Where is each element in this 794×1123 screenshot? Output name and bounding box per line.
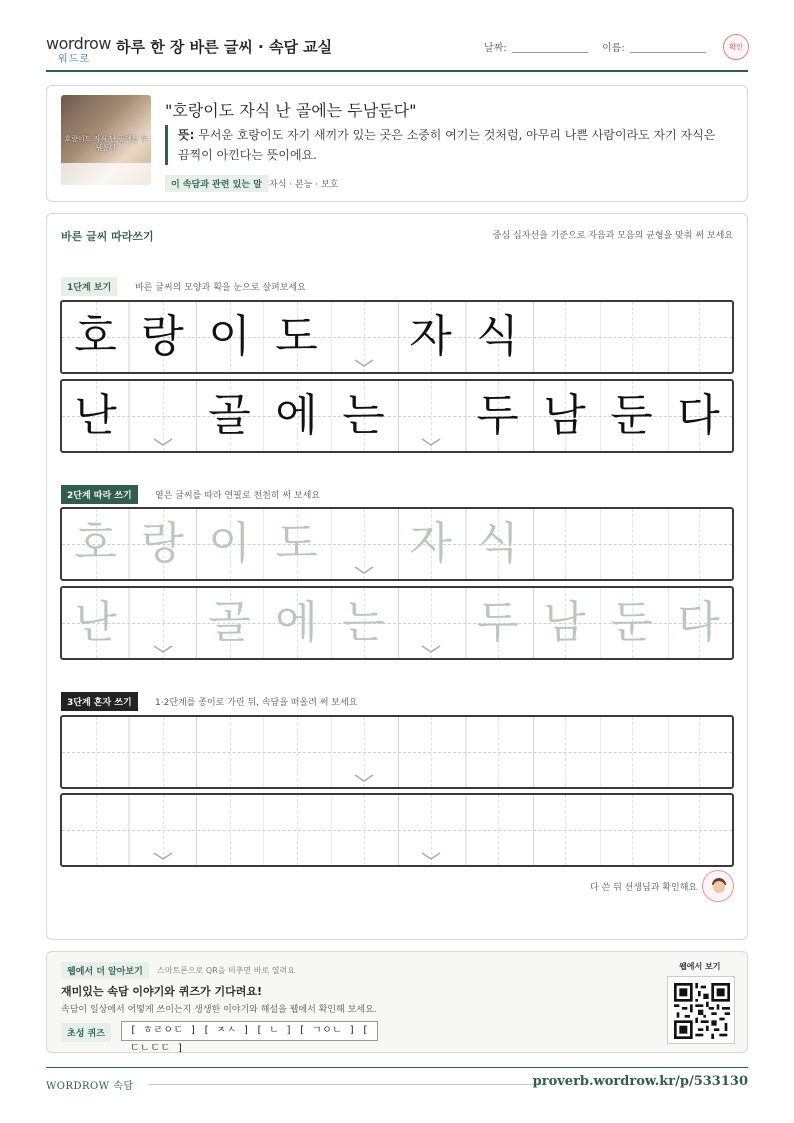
related-words: 자식 · 본능 · 보호 [269,180,339,190]
grid-cell[interactable] [665,717,732,787]
footer-url-link[interactable]: proverb.wordrow.kr/p/533130 [532,1074,748,1089]
logo-sub: 워드로 [58,54,90,65]
grid-cell[interactable] [129,509,196,579]
logo-text: wordrow [46,34,111,53]
page-header [46,30,748,72]
grid-cell[interactable] [196,795,263,865]
grid-cell [665,302,732,372]
stage2-row-2[interactable] [60,586,734,660]
cell-guide-line [565,302,566,372]
meaning-label: 뜻: [178,128,195,142]
book-cover-band [61,163,151,185]
qr-code-icon[interactable] [667,976,735,1044]
grid-cell [598,381,665,451]
grid-cell[interactable] [397,717,464,787]
grid-cell[interactable] [62,588,129,658]
grid-cell [196,302,263,372]
grid-cell[interactable] [598,509,665,579]
web-headline: 재미있는 속담 이야기와 퀴즈가 기다려요! [61,985,262,998]
date-label: 날짜: [484,43,507,54]
stamp-label: 확인 [729,43,743,51]
grid-cell[interactable] [330,509,397,579]
sign-note: 다 쓴 뒤 선생님과 확인해요 [590,883,698,893]
grid-cell [129,302,196,372]
grid-cell [62,381,129,451]
cell-guide-line [632,302,633,372]
web-hint: 스마트폰으로 QR을 비추면 바로 열려요 [157,966,295,975]
date-field[interactable] [512,52,588,53]
grid-cell[interactable] [129,795,196,865]
related-label: 이 속담과 관련 있는 말 [165,175,268,192]
grid-character: 남 [543,597,586,648]
stage2-desc: 옅은 글씨를 따라 연필로 천천히 써 보세요 [155,491,320,501]
grid-cell [330,381,397,451]
grid-cell[interactable] [531,509,598,579]
cell-guide-line [364,795,365,865]
name-field[interactable] [630,52,706,53]
grid-character: 도 [275,518,318,569]
practice-title: 바른 글씨 따라쓰기 [61,230,154,243]
cell-guide-line [632,717,633,787]
space-marker-icon [153,644,173,654]
grid-cell [129,381,196,451]
grid-cell [464,381,531,451]
space-marker-icon [421,851,441,861]
stamp-face [713,881,725,893]
space-marker-icon [153,437,173,447]
grid-cell [263,381,330,451]
stage1-tag: 1단계 보기 [61,277,117,296]
grid-cell[interactable] [62,717,129,787]
stage3-row-2[interactable] [60,793,734,867]
cell-guide-line [699,509,700,579]
space-marker-icon [354,358,374,368]
grid-cell[interactable] [464,717,531,787]
grid-character: 에 [275,597,318,648]
proverb-card [46,85,748,202]
grid-cell[interactable] [196,588,263,658]
grid-cell[interactable] [263,795,330,865]
grid-character: 두 [476,597,519,648]
grid-cell[interactable] [330,717,397,787]
grid-character: 랑 [141,518,184,569]
grid-character: 골 [208,597,251,648]
meaning-text: 무서운 호랑이도 자기 새끼가 있는 곳은 소중히 여기는 것처럼, 아무리 나쁜 사람이라도 자기 자식은 끔찍이 아낀다는 뜻이에요. [178,128,716,162]
grid-cell[interactable] [196,717,263,787]
proverb-title: "호랑이도 자식 난 골에는 두남둔다" [165,101,417,120]
grid-cell [464,302,531,372]
grid-cell [397,302,464,372]
page-footer [46,1067,748,1092]
grid-cell [330,302,397,372]
grid-character: 랑 [141,311,184,362]
grid-character: 난 [74,597,117,648]
qr-code-graphic [674,983,730,1039]
stage3-desc: 1·2단계를 종이로 가린 뒤, 속담을 떠올려 써 보세요 [155,698,358,708]
grid-cell[interactable] [129,717,196,787]
grid-cell[interactable] [598,588,665,658]
space-marker-icon [421,644,441,654]
grid-character: 두 [476,390,519,441]
grid-character: 다 [677,390,720,441]
grid-cell [397,381,464,451]
grid-character: 식 [476,518,519,569]
grid-cell[interactable] [464,588,531,658]
grid-character: 호 [74,518,117,569]
stage1-row-1 [60,300,734,374]
stage3-row-1[interactable] [60,715,734,789]
cell-guide-line [699,302,700,372]
grid-character: 둔 [610,597,653,648]
grid-cell[interactable] [665,795,732,865]
grid-cell[interactable] [598,795,665,865]
footer-brand: WORDROW 속담 [46,1081,134,1092]
cell-guide-line [297,717,298,787]
cell-guide-line [230,795,231,865]
grid-cell[interactable] [62,795,129,865]
stage3-tag: 3단계 혼자 쓰기 [61,692,138,711]
wordrow-logo[interactable] [46,34,111,65]
name-label: 이름: [602,43,625,54]
quiz-label: 초성 퀴즈 [61,1023,111,1042]
page-title: 하루 한 장 바른 글씨 · 속담 교실 [116,38,333,56]
grid-character: 이 [208,311,251,362]
grid-character: 식 [476,311,519,362]
grid-cell[interactable] [598,717,665,787]
grid-cell[interactable] [330,795,397,865]
web-tag: 웹에서 더 알아보기 [61,962,149,979]
grid-cell[interactable] [397,795,464,865]
grid-cell [598,302,665,372]
cell-guide-line [565,509,566,579]
grid-cell[interactable] [531,717,598,787]
grid-cell[interactable] [531,795,598,865]
grid-cell[interactable] [397,588,464,658]
grid-cell [196,381,263,451]
cell-guide-line [163,717,164,787]
grid-cell[interactable] [464,795,531,865]
grid-cell[interactable] [330,588,397,658]
grid-cell[interactable] [531,588,598,658]
grid-character: 는 [342,390,385,441]
book-cover-image [61,95,151,185]
cell-guide-line [699,795,700,865]
grid-cell [263,302,330,372]
grid-character: 난 [74,390,117,441]
grid-character: 이 [208,518,251,569]
grid-cell [62,302,129,372]
cell-guide-line [297,795,298,865]
cell-guide-line [96,795,97,865]
cell-guide-line [498,717,499,787]
space-marker-icon [153,851,173,861]
grid-cell [531,302,598,372]
grid-cell[interactable] [665,509,732,579]
cell-guide-line [632,795,633,865]
space-marker-icon [354,565,374,575]
grid-cell [665,381,732,451]
cell-guide-line [565,717,566,787]
cell-guide-line [230,717,231,787]
stage1-desc: 바른 글씨의 모양과 획을 눈으로 살펴보세요 [135,283,306,293]
quiz-box: [ ㅎㄹㅇㄷ ] [ ㅈㅅ ] [ ㄴ ] [ ㄱㅇㄴ ] [ ㄷㄴㄷㄷ ] [121,1021,378,1041]
proverb-meaning [165,125,725,165]
grid-cell[interactable] [263,588,330,658]
web-desc: 속담이 일상에서 어떻게 쓰이는지 생생한 이야기와 해설을 웹에서 확인해 보세요. [61,1005,377,1015]
stage1-row-2 [60,379,734,453]
grid-character: 다 [677,597,720,648]
space-marker-icon [421,437,441,447]
cell-guide-line [565,795,566,865]
grid-cell[interactable] [263,509,330,579]
cell-guide-line [96,717,97,787]
grid-character: 남 [543,390,586,441]
grid-cell[interactable] [62,509,129,579]
cell-guide-line [498,795,499,865]
space-marker-icon [354,773,374,783]
cell-guide-line [431,717,432,787]
footer-divider [148,1084,544,1085]
grid-character: 호 [74,311,117,362]
grid-character: 둔 [610,390,653,441]
grid-character: 도 [275,311,318,362]
check-stamp-icon [723,34,749,60]
grid-character: 골 [208,390,251,441]
grid-cell[interactable] [263,717,330,787]
book-cover-text: 호랑이도 자식 난 골에는 두남둔다 [64,135,148,152]
stage2-row-1[interactable] [60,507,734,581]
stage2-tag: 2단계 따라 쓰기 [61,485,138,504]
cell-guide-line [632,509,633,579]
grid-character: 자 [409,311,452,362]
grid-cell [531,381,598,451]
web-section [46,951,748,1053]
grid-cell[interactable] [464,509,531,579]
cell-guide-line [699,717,700,787]
teacher-stamp-icon [702,870,734,902]
qr-title: 웹에서 보기 [679,962,721,971]
grid-character: 에 [275,390,318,441]
grid-cell[interactable] [196,509,263,579]
grid-cell[interactable] [397,509,464,579]
practice-note: 중심 십자선을 기준으로 자음과 모음의 균형을 맞춰 써 보세요 [492,231,733,241]
grid-cell[interactable] [665,588,732,658]
grid-cell[interactable] [129,588,196,658]
grid-character: 는 [342,597,385,648]
grid-character: 자 [409,518,452,569]
